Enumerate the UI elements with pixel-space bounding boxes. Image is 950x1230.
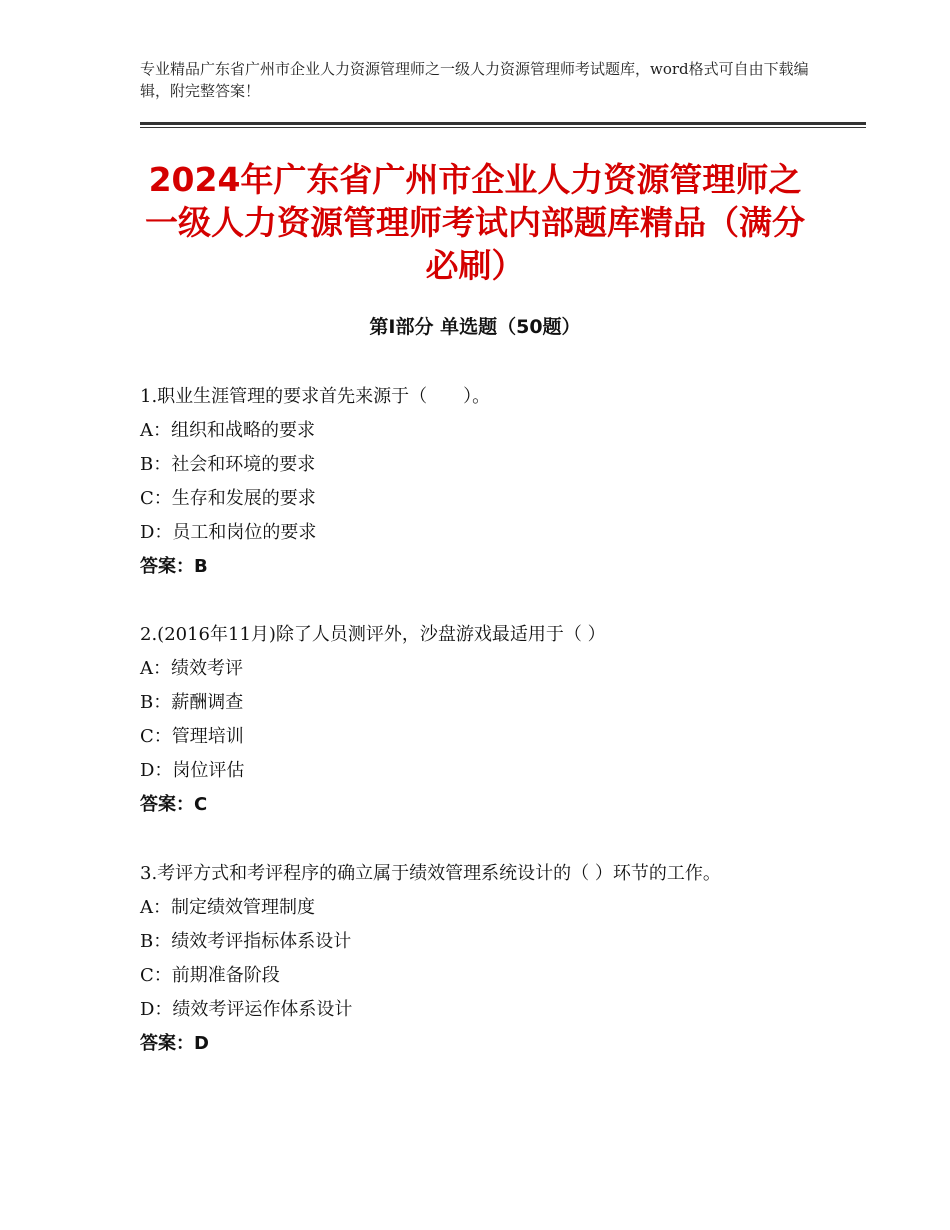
option-b: B：绩效考评指标体系设计 [140,931,352,952]
option-d: D：员工和岗位的要求 [140,522,317,543]
option-a: A：制定绩效管理制度 [140,897,315,918]
option-c: C：管理培训 [140,726,244,747]
option-d: D：绩效考评运作体系设计 [140,999,353,1020]
document-title: 2024年广东省广州市企业人力资源管理师之一级人力资源管理师考试内部题库精品（满分必刷） [145,160,805,285]
option-b: B：社会和环境的要求 [140,454,316,475]
option-a: A：组织和战略的要求 [140,420,315,441]
question-1 [140,380,810,584]
option-c: C：生存和发展的要求 [140,488,316,509]
header-note: 专业精品广东省广州市企业人力资源管理师之一级人力资源管理师考试题库，word格式可自由下载编辑，附完整答案！ [140,60,809,100]
section-title: 第Ⅰ部分 单选题（50题） [369,316,581,338]
option-c: C：前期准备阶段 [140,965,280,986]
question-stem: 1.职业生涯管理的要求首先来源于（ ）。 [140,386,491,407]
header-divider [140,122,866,128]
answer: 答案：B [140,556,208,577]
header-divider-thin [140,127,866,128]
question-2 [140,618,810,822]
question-3 [140,857,810,1061]
question-stem: 3.考评方式和考评程序的确立属于绩效管理系统设计的（ ）环节的工作。 [140,863,721,884]
answer: 答案：C [140,794,208,815]
option-a: A：绩效考评 [140,658,243,679]
answer: 答案：D [140,1033,209,1054]
option-d: D：岗位评估 [140,760,245,781]
option-b: B：薪酬调查 [140,692,244,713]
question-stem: 2.(2016年11月)除了人员测评外，沙盘游戏最适用于（ ） [140,624,606,645]
header-divider-thick [140,122,866,125]
